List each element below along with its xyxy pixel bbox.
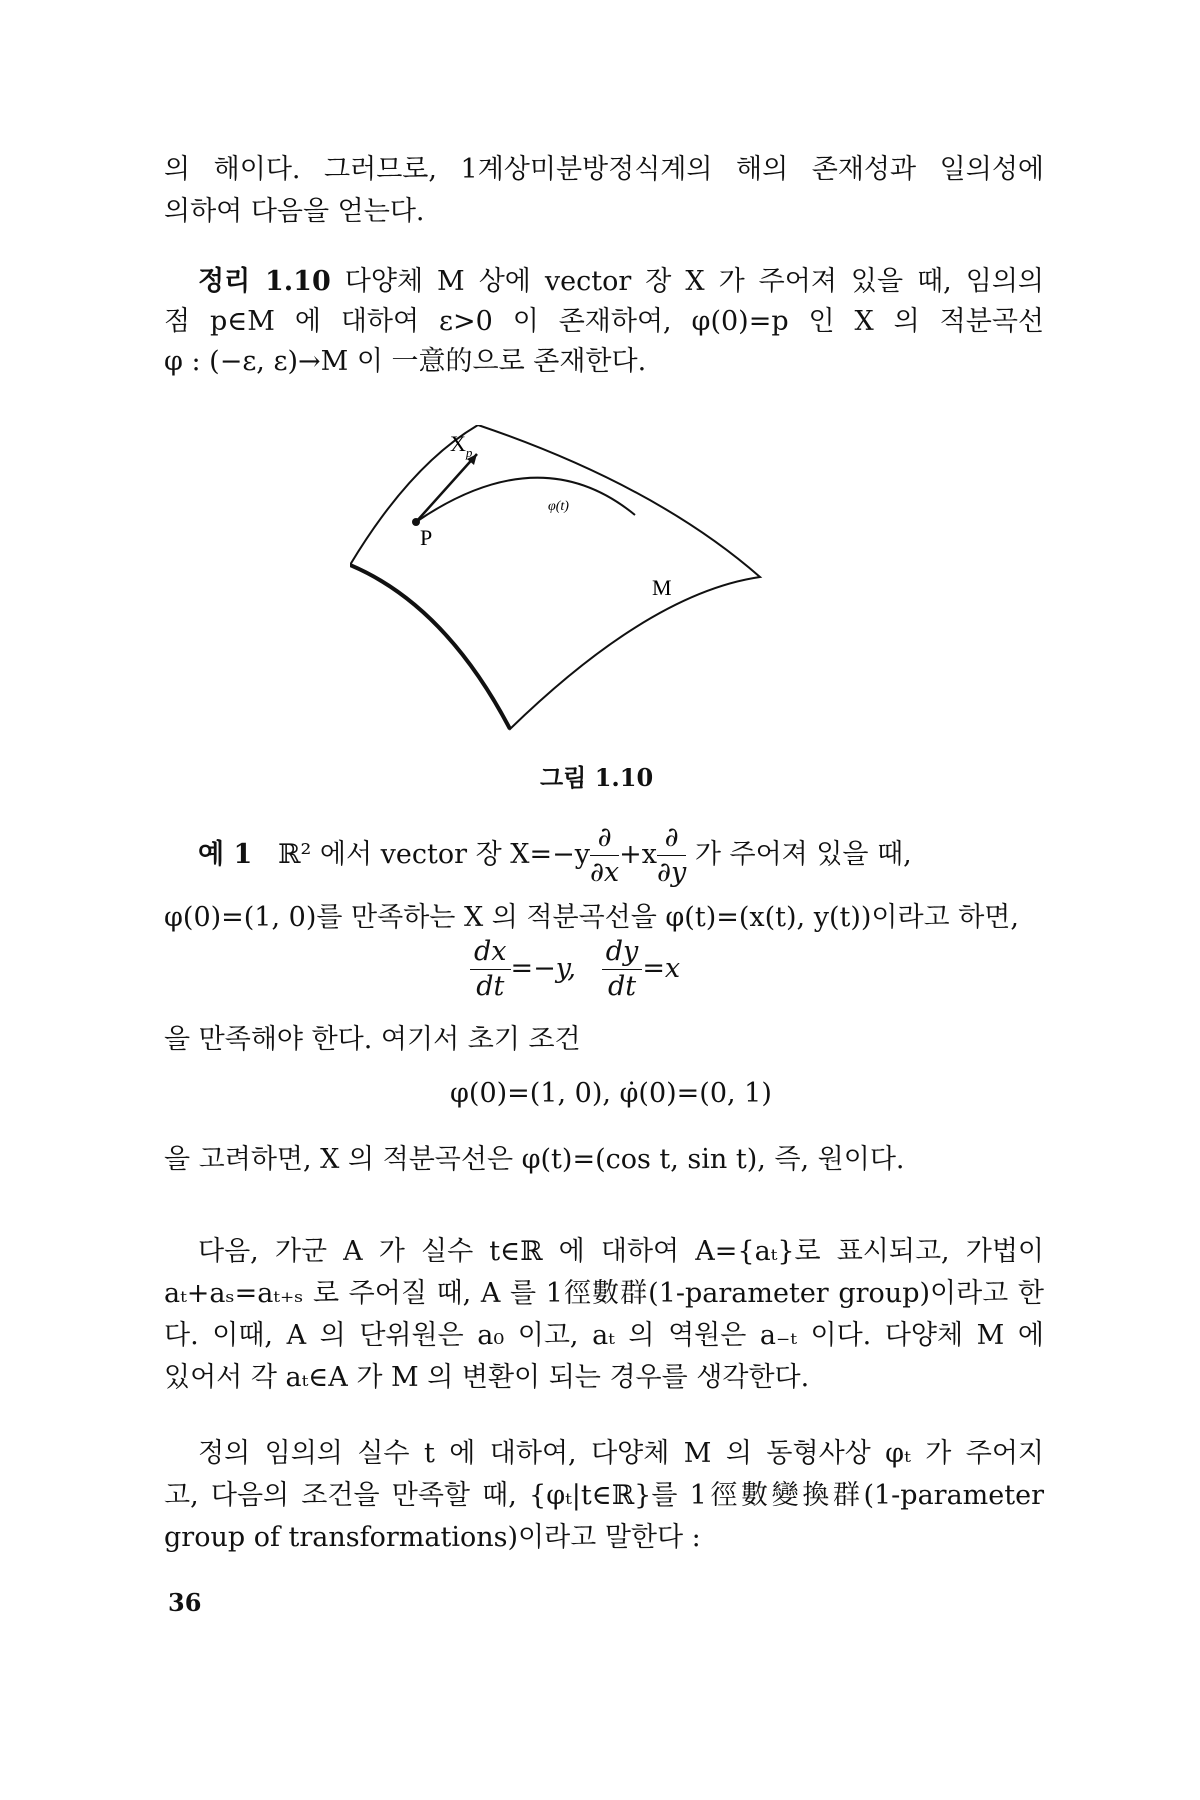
para2-line1: 다음, 가군 A 가 실수 t∈ℝ 에 대하여 A={aₜ}로 표시되고, 가법이: [198, 1236, 1044, 1267]
ode-system: $\frac{dx}{dt}$ =−y, $\frac{dy}{dt}$ =x: [470, 935, 680, 1004]
initial-condition: φ(0)=(1, 0), φ̇(0)=(0, 1): [450, 1078, 772, 1109]
theorem-line3: φ : (−ε, ε)→M 이 一意的으로 존재한다.: [164, 346, 647, 377]
theorem-label: 정리 1.10: [198, 266, 331, 297]
definition-line1: 정의 임의의 실수 t 에 대하여, 다양체 M 의 동형사상 φₜ 가 주어지: [198, 1438, 1044, 1469]
point-p: [412, 518, 420, 526]
example-text-b: +x: [619, 839, 658, 870]
label-x: $X_p$: [450, 431, 473, 460]
partial-y-fraction: $\frac{\partial}{\partial y}$: [657, 822, 687, 888]
para2-line4: 있어서 각 aₜ∈A 가 M 의 변환이 되는 경우를 생각한다.: [164, 1362, 810, 1393]
theorem-line2: 점 p∈M 에 대하여 ε>0 이 존재하여, φ(0)=p 인 X 의 적분곡선: [164, 306, 1044, 337]
example-line1: [198, 820, 1044, 896]
para1-line1: 의 해이다. 그러므로, 1계상미분방정식계의 해의 존재성과 일의성에: [164, 154, 1044, 185]
manifold-figure: [350, 425, 870, 755]
figure-caption: 그림 1.10: [540, 763, 654, 792]
para1-line2: 의하여 다음을 얻는다.: [164, 196, 425, 227]
theorem-text-1: 다양체 M 상에 vector 장 X 가 주어져 있을 때, 임의의: [344, 266, 1045, 297]
partial-x-fraction: $\frac{\partial}{\partial x}$: [589, 822, 620, 888]
example-text-c: 가 주어져 있을 때,: [694, 839, 912, 870]
definition-line3: group of transformations)이라고 말한다 :: [164, 1522, 701, 1553]
example-line4: 을 고려하면, X 의 적분곡선은 φ(t)=(cos t, sin t), 즉, 원이다.: [164, 1144, 905, 1175]
page-number: 36: [168, 1588, 202, 1617]
para2-line3: 다. 이때, A 의 단위원은 a₀ 이고, aₜ 의 역원은 a₋ₜ 이다. 다양체 M 에: [164, 1320, 1044, 1351]
example-line3: 을 만족해야 한다. 여기서 초기 조건: [164, 1024, 581, 1055]
label-p: P: [420, 525, 433, 550]
definition-line2: 고, 다음의 조건을 만족할 때, {φₜ|t∈ℝ}를 1徑數變換群(1-parameter: [164, 1480, 1044, 1511]
para2-line2: aₜ+aₛ=aₜ₊ₛ 로 주어질 때, A 를 1徑數群(1-parameter group)이라고 한: [164, 1278, 1044, 1309]
manifold-lower-edge: [350, 565, 510, 729]
example-text-a: ℝ² 에서 vector 장 X=−y: [278, 839, 590, 870]
vector-arrow: [416, 454, 477, 522]
label-phi: φ(t): [548, 499, 569, 514]
manifold-outline: [350, 425, 760, 729]
example-label: 예 1: [198, 839, 253, 870]
theorem-line1: [198, 262, 1044, 302]
example-line2: φ(0)=(1, 0)를 만족하는 X 의 적분곡선을 φ(t)=(x(t), y(t))이라고 하면,: [164, 902, 1019, 933]
label-m: M: [652, 575, 672, 600]
